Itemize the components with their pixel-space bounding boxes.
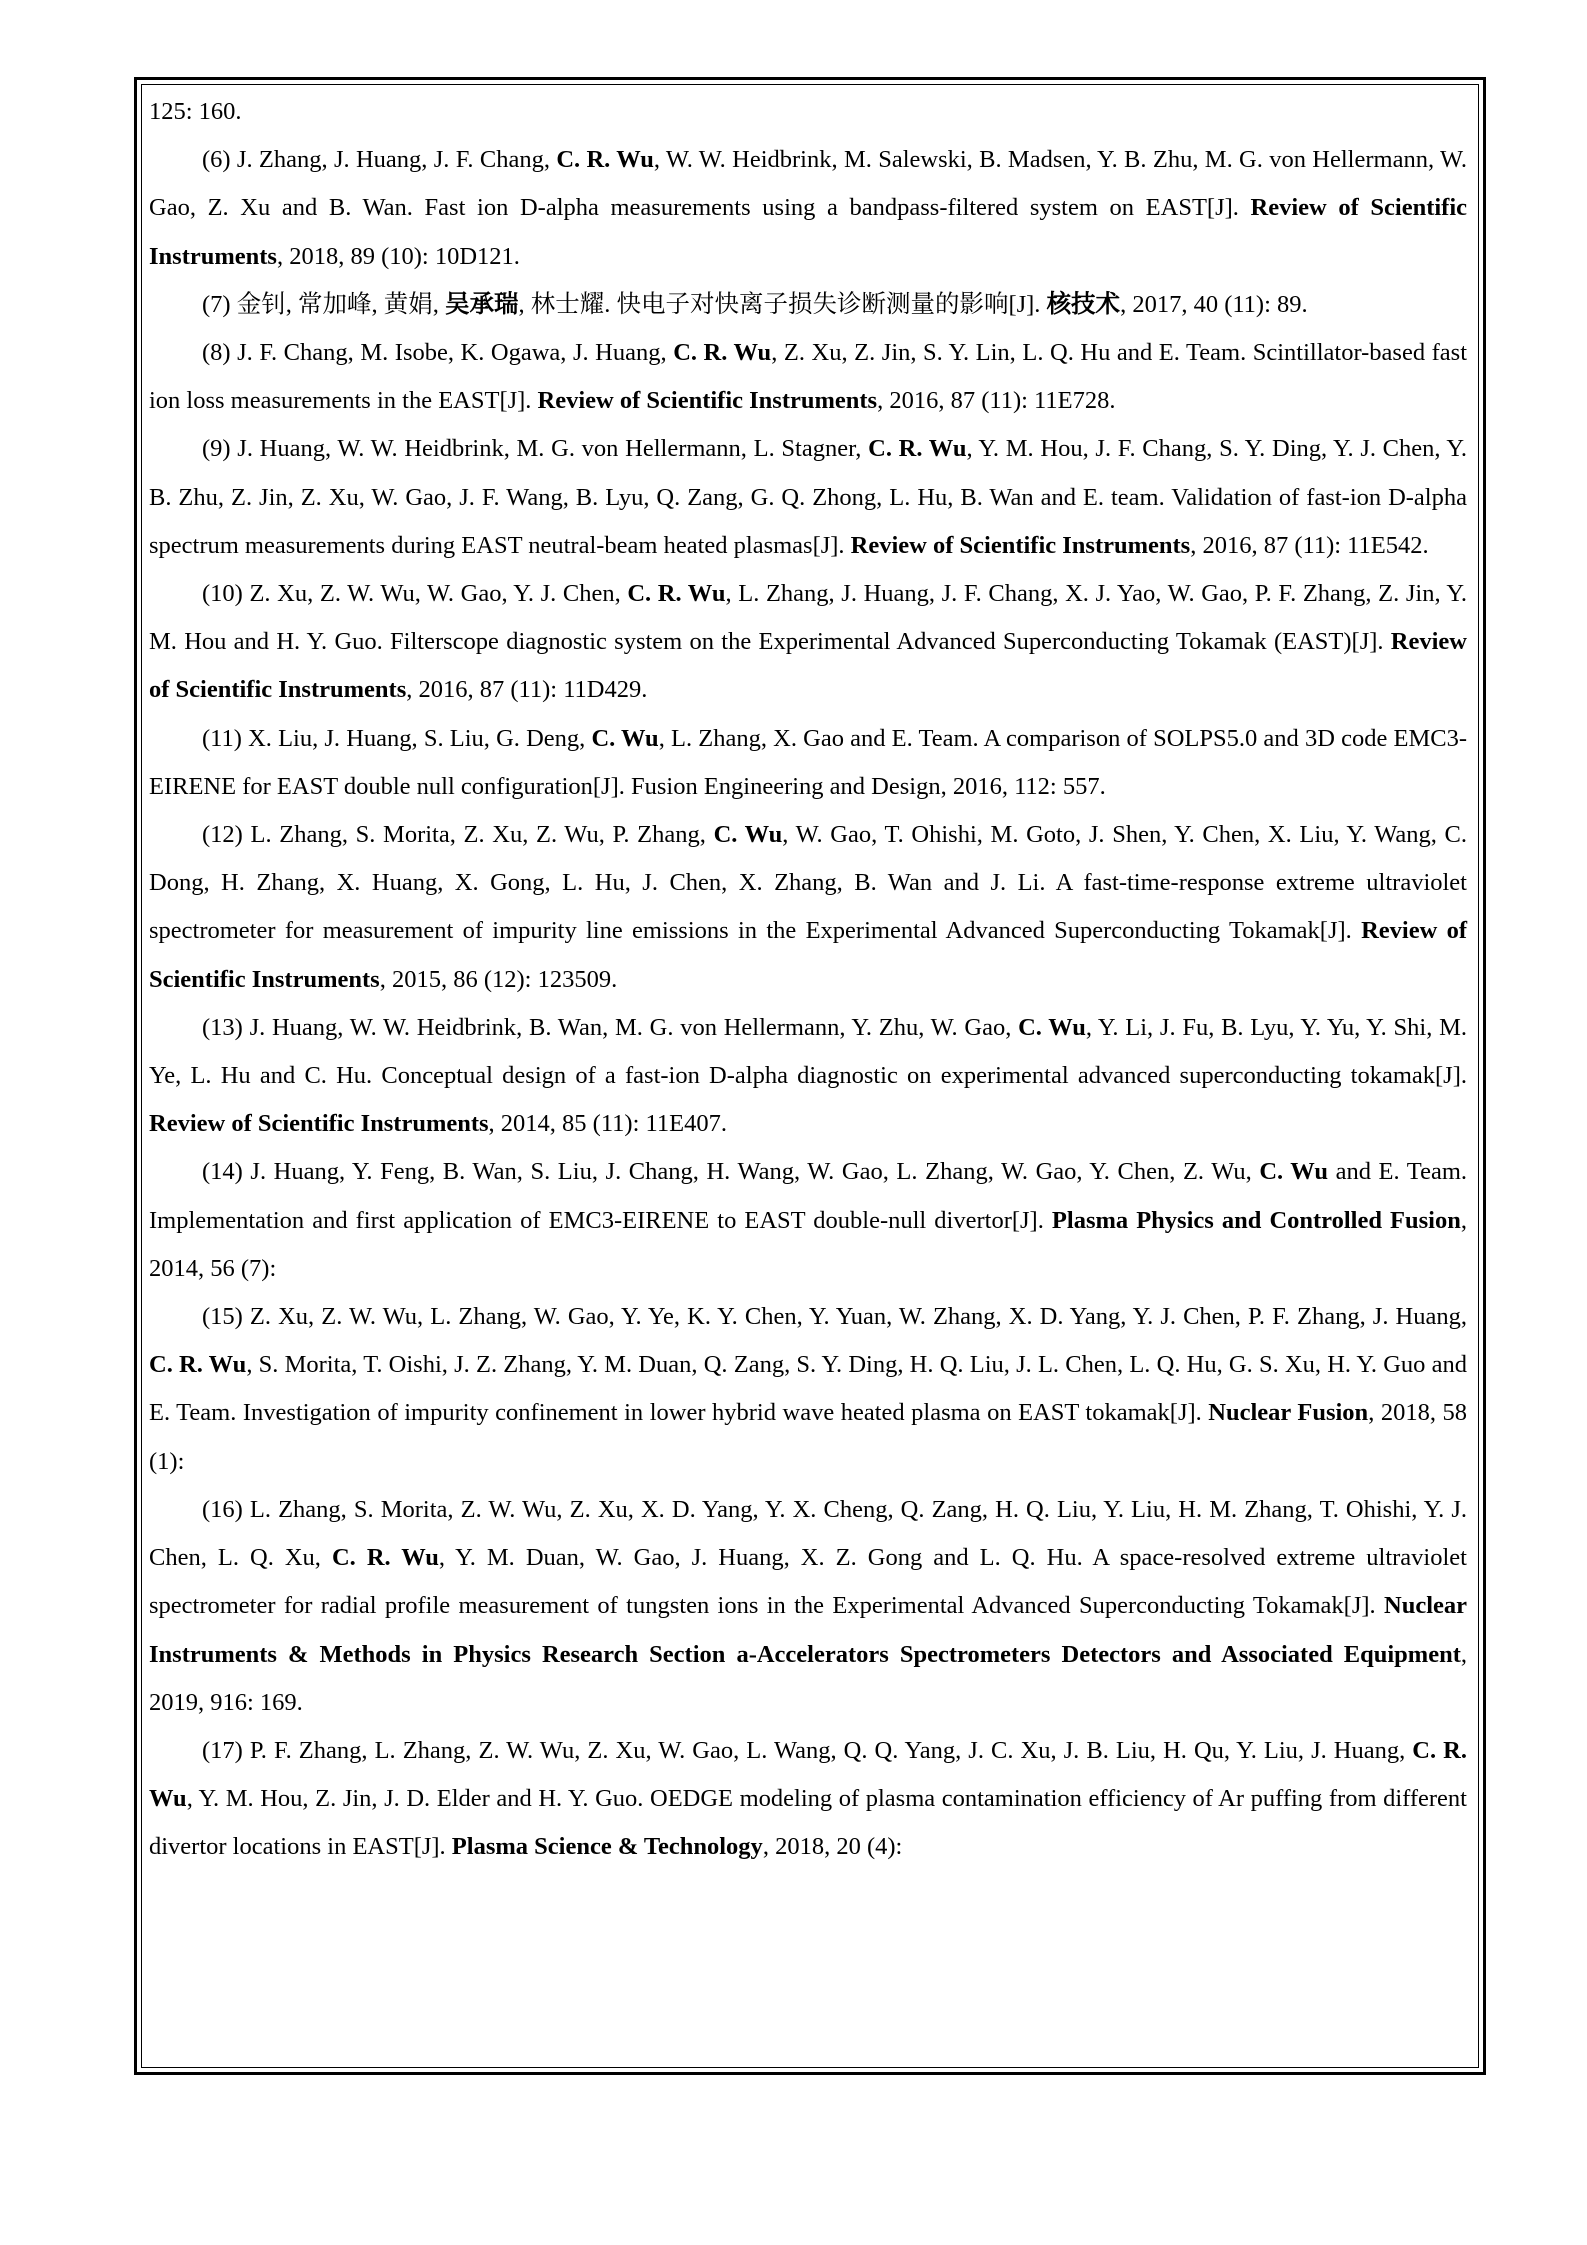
reference-text: (14) J. Huang, Y. Feng, B. Wan, S. Liu, J. Chang, H. Wang, W. Gao, L. Zhang, W. Gao, Y. Chen, Z. Wu, (202, 1158, 1260, 1186)
reference-text: , 2018, 58 (1): (149, 1399, 1467, 1475)
reference-bold-text: Plasma Physics and Controlled Fusion (1051, 1206, 1461, 1234)
reference-bold-text: C. R. Wu (331, 1544, 439, 1572)
reference-text: (8) J. F. Chang, M. Isobe, K. Ogawa, J. Huang, (202, 339, 674, 367)
reference-item (149, 811, 1467, 1004)
reference-bold-text: C. R. Wu (627, 580, 726, 608)
reference-text: (17) P. F. Zhang, L. Zhang, Z. W. Wu, Z. Xu, W. Gao, L. Wang, Q. Q. Yang, J. C. Xu, J. B. Liu, H. Qu, Y. Liu, J. Huang, (202, 1736, 1413, 1764)
reference-text: , L. Zhang, J. Huang, J. F. Chang, X. J. Yao, W. Gao, P. F. Zhang, Z. Jin, Y. M. Hou and H. Y. Guo. Filterscope diagnostic system on the Experimental Advanced Superconducting Tokamak (EAST)[J]. (149, 580, 1467, 656)
reference-text: , 2018, 89 (10): 10D121. (276, 242, 520, 270)
reference-text: , Y. M. Hou, J. F. Chang, S. Y. Ding, Y. J. Chen, Y. B. Zhu, Z. Jin, Z. Xu, W. Gao, J. F. Wang, B. Lyu, Q. Zang, G. Q. Zhong, L. Hu, B. Wan and E. team. Validation of fast-ion D-alpha spectrum measurements during EAST neutral-beam heated plasmas[J]. (149, 435, 1467, 559)
reference-text: , 2018, 20 (4): (762, 1833, 903, 1861)
reference-text: , 2016, 87 (11): 11D429. (406, 676, 648, 704)
reference-bold-text: Review of Scientific Instruments (537, 387, 878, 415)
reference-item (149, 425, 1467, 570)
reference-bold-text: Review of Scientific Instruments (149, 1110, 489, 1138)
reference-bold-text: Review of Scientific Instruments (149, 917, 1467, 993)
reference-item (149, 570, 1467, 715)
reference-text: , 2016, 87 (11): 11E728. (877, 387, 1116, 415)
reference-text: , 2017, 40 (11): 89. (1120, 290, 1308, 318)
reference-text: (13) J. Huang, W. W. Heidbrink, B. Wan, M. G. von Hellermann, Y. Zhu, W. Gao, (202, 1013, 1019, 1041)
reference-text: , W. W. Heidbrink, M. Salewski, B. Madsen, Y. B. Zhu, M. G. von Hellermann, W. Gao, Z. Xu and B. Wan. Fast ion D-alpha measurements using a bandpass-filtered system on EAST[J]. (149, 146, 1467, 222)
reference-bold-text: C. Wu (1259, 1158, 1328, 1186)
reference-item (149, 1148, 1467, 1293)
reference-text: , 2019, 916: 169. (149, 1640, 1467, 1716)
reference-item (149, 715, 1467, 811)
reference-item (149, 136, 1467, 281)
reference-item (149, 1293, 1467, 1486)
reference-bold-text: C. Wu (591, 724, 659, 752)
reference-text: , Y. M. Hou, Z. Jin, J. D. Elder and H. Y. Guo. OEDGE modeling of plasma contamination efficiency of Ar puffing from different divertor locations in EAST[J]. (149, 1785, 1467, 1861)
reference-bold-text: C. R. Wu (149, 1736, 1467, 1813)
reference-item (149, 329, 1467, 425)
reference-text: (11) X. Liu, J. Huang, S. Liu, G. Deng, (202, 724, 592, 752)
reference-item (149, 1727, 1467, 1872)
reference-item (149, 1004, 1467, 1149)
reference-text: , 2014, 85 (11): 11E407. (488, 1110, 727, 1138)
reference-bold-text: C. R. Wu (673, 339, 772, 367)
reference-text: , 林士耀. 快电子对快离子损失诊断测量的影响[J]. (518, 290, 1047, 318)
reference-text: (15) Z. Xu, Z. W. Wu, L. Zhang, W. Gao, Y. Ye, K. Y. Chen, Y. Yuan, W. Zhang, X. D. Yang, Y. J. Chen, P. F. Zhang, J. Huang, (202, 1303, 1467, 1331)
reference-bold-text: 吴承瑞 (444, 290, 519, 318)
reference-item (149, 281, 1467, 329)
reference-bold-text: 核技术 (1046, 290, 1121, 318)
reference-text: and E. Team. Implementation and first application of EMC3-EIRENE to EAST double-null divertor[J]. (149, 1158, 1467, 1234)
reference-bold-text: Review of Scientific Instruments (149, 628, 1467, 704)
reference-bold-text: C. Wu (1018, 1013, 1086, 1041)
reference-text: , Y. M. Duan, W. Gao, J. Huang, X. Z. Gong and L. Q. Hu. A space-resolved extreme ultraviolet spectrometer for radial profile measurement of tungsten ions in the Experimental Advanced Superconducting Tokamak[J]. (149, 1544, 1467, 1620)
reference-bold-text: C. R. Wu (868, 435, 967, 463)
reference-text: (10) Z. Xu, Z. W. Wu, W. Gao, Y. J. Chen, (202, 580, 628, 608)
reference-text: , 2015, 86 (12): 123509. (379, 965, 618, 993)
reference-bold-text: Nuclear Fusion (1208, 1399, 1369, 1427)
reference-text: , Z. Xu, Z. Jin, S. Y. Lin, L. Q. Hu and E. Team. Scintillator-based fast ion loss measurements in the EAST[J]. (149, 339, 1468, 415)
reference-text: , 2016, 87 (11): 11E542. (1190, 531, 1429, 559)
reference-text: , L. Zhang, X. Gao and E. Team. A comparison of SOLPS5.0 and 3D code EMC3-EIRENE for EAST double null configuration[J]. Fusion Engineering and Design, 2016, 112: 557. (149, 724, 1467, 800)
reference-text: (9) J. Huang, W. W. Heidbrink, M. G. von Hellermann, L. Stagner, (202, 435, 869, 463)
reference-list (149, 88, 1467, 1872)
reference-text: (7) 金钊, 常加峰, 黄娟, (202, 290, 445, 318)
reference-item (149, 1486, 1467, 1727)
reference-bold-text: Review of Scientific Instruments (850, 531, 1191, 559)
references (149, 136, 1467, 1871)
reference-bold-text: C. Wu (713, 821, 783, 849)
reference-text: (6) J. Zhang, J. Huang, J. F. Chang, (202, 146, 557, 174)
reference-bold-text: C. R. Wu (556, 146, 654, 174)
reference-text: , Y. Li, J. Fu, B. Lyu, Y. Yu, Y. Shi, M. Ye, L. Hu and C. Hu. Conceptual design of a fast-ion D-alpha diagnostic on experimental advanced superconducting tokamak[J]. (149, 1013, 1467, 1090)
reference-bold-text: C. R. Wu (149, 1351, 247, 1379)
reference-bold-text: Review of Scientific Instruments (149, 194, 1468, 270)
reference-text: , S. Morita, T. Oishi, J. Z. Zhang, Y. M. Duan, Q. Zang, S. Y. Ding, H. Q. Liu, J. L. Chen, L. Q. Hu, G. S. Xu, H. Y. Guo and E. Team. Investigation of impurity confinement in lower hybrid wave heated plasma on EAST tokamak[J]. (149, 1351, 1467, 1427)
reference-bold-text: Plasma Science & Technology (451, 1833, 763, 1861)
reference-text: , W. Gao, T. Ohishi, M. Goto, J. Shen, Y. Chen, X. Liu, Y. Wang, C. Dong, H. Zhang, X. Huang, X. Gong, L. Hu, J. Chen, X. Zhang, B. Wan and J. Li. A fast-time-response extreme ultraviolet spectrometer for measurement of impurity line emissions in the Experimental Advanced Superconducting Tokamak[J]. (149, 821, 1467, 945)
reference-text: , 2014, 56 (7): (149, 1206, 1467, 1282)
reference-continuation: 125: 160. (149, 98, 242, 125)
reference-text: (16) L. Zhang, S. Morita, Z. W. Wu, Z. Xu, X. D. Yang, Y. X. Cheng, Q. Zang, H. Q. Liu, Y. Liu, H. M. Zhang, T. Ohishi, Y. J. Chen, L. Q. Xu, (149, 1495, 1467, 1572)
reference-bold-text: Nuclear Instruments & Methods in Physics Research Section a-Accelerators Spectrometers Detectors and Associated Equipment (149, 1592, 1467, 1668)
reference-text: (12) L. Zhang, S. Morita, Z. Xu, Z. Wu, P. Zhang, (202, 821, 714, 849)
